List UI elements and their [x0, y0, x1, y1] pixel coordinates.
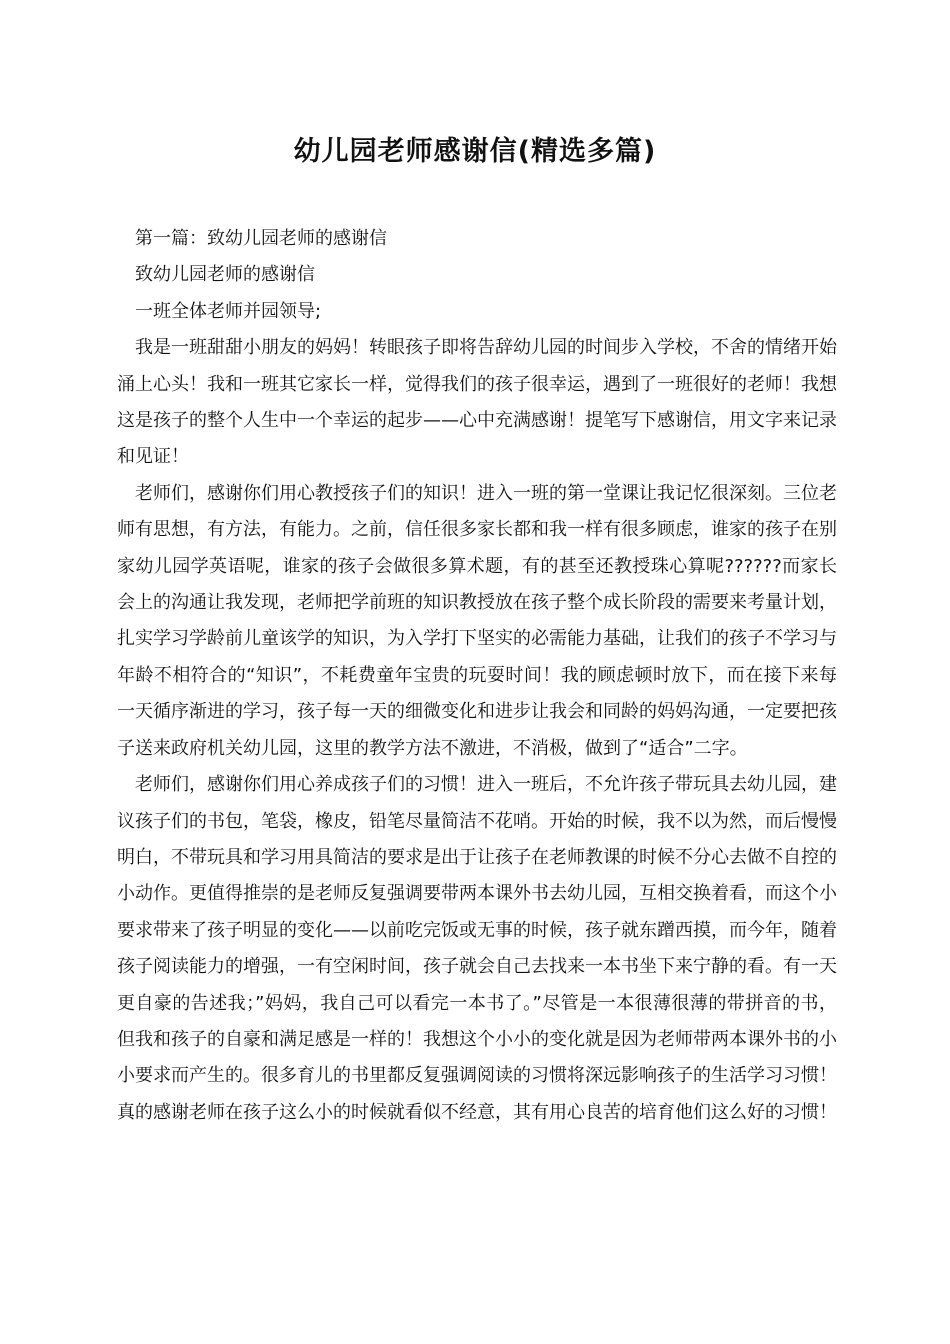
- paragraph: 老师们，感谢你们用心教授孩子们的知识！进入一班的第一堂课让我记忆很深刻。三位老师有思想，有方法，有能力。之前，信任很多家长都和我一样有很多顾虑，谁家的孩子在别家幼儿园学英语呢，谁家的孩子会做很多算术题，有的甚至还教授珠心算呢??????而家长会上的沟通让我发现，老师把学前班的知识教授放在孩子整个成长阶段的需要来考量计划，扎实学习学龄前儿童该学的知识，为入学打下坚实的必需能力基础，让我们的孩子不学习与年龄不相符合的“知识”，不耗费童年宝贵的玩耍时间！我的顾虑顿时放下，而在接下来每一天循序渐进的学习，孩子每一天的细微变化和进步让我会和同龄的妈妈沟通，一定要把孩子送来政府机关幼儿园，这里的教学方法不激进，不消极，做到了“适合”二字。: [117, 482, 837, 759]
- document-title: 幼儿园老师感谢信(精选多篇): [293, 136, 657, 167]
- paragraph: 我是一班甜甜小朋友的妈妈！转眼孩子即将告辞幼儿园的时间步入学校，不舍的情绪开始涌上心头！我和一班其它家长一样，觉得我们的孩子很幸运，遇到了一班很好的老师！我想这是孩子的整个人生中一个幸运的起步——心中充满感谢！提笔写下感谢信，用文字来记录和见证！: [117, 337, 837, 468]
- paragraph: 老师们，感谢你们用心养成孩子们的习惯！进入一班后，不允许孩子带玩具去幼儿园，建议孩子们的书包，笔袋，橡皮，铅笔尽量简洁不花哨。开始的时候，我不以为然，而后慢慢明白，不带玩具和学习用具简洁的要求是出于让孩子在老师教课的时候不分心去做不自控的小动作。更值得推崇的是老师反复强调要带两本课外书去幼儿园，互相交换着看，而这个小要求带来了孩子明显的变化——以前吃完饭或无事的时候，孩子就东蹭西摸，而今年，随着孩子阅读能力的增强，一有空闲时间，孩子就会自己去找来一本书坐下来宁静的看。有一天更自豪的告述我；”妈妈，我自己可以看完一本书了。”尽管是一本很薄很薄的带拼音的书，但我和孩子的自豪和满足感是一样的！我想这个小小的变化就是因为老师带两本课外书的小小要求而产生的。很多育儿的书里都反复强调阅读的习惯将深远影响孩子的生活学习习惯！真的感谢老师在孩子这么小的时候就看似不经意，其有用心良苦的培育他们这么好的习惯！: [117, 774, 837, 1123]
- heading-line: 第一篇：致幼儿园老师的感谢信: [135, 228, 387, 249]
- document-body: [117, 221, 837, 1131]
- subtitle-line: 致幼儿园老师的感谢信: [135, 264, 315, 286]
- salutation-line: 一班全体老师并园领导;: [135, 300, 322, 322]
